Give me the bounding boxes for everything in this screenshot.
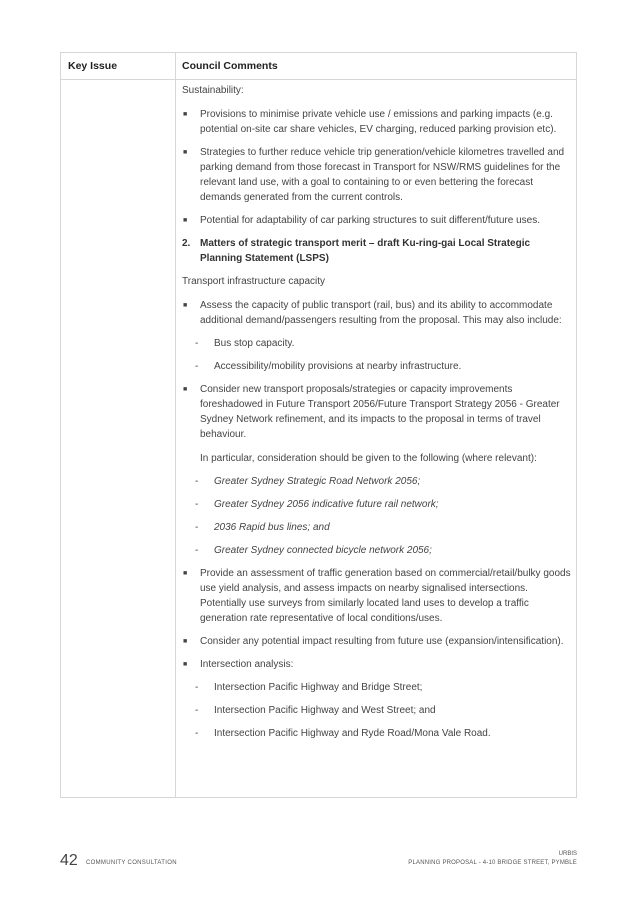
- column-divider: [175, 53, 176, 797]
- sub-list-item: - Greater Sydney Strategic Road Network 2056;: [195, 476, 421, 487]
- section-heading: [182, 236, 574, 266]
- bullet-marker: ■: [183, 570, 188, 577]
- bullet-marker: ■: [183, 638, 188, 645]
- sustainability-heading: Sustainability:: [182, 85, 244, 96]
- footer-section: COMMUNITY CONSULTATION: [86, 860, 177, 866]
- list-item: ■ Provisions to minimise private vehicle use / emissions and parking impacts (e.g. potential on-site car share vehicles, EV charging, reduced parking provision etc).: [183, 109, 557, 135]
- sub-list-item: - Accessibility/mobility provisions at nearby infrastructure.: [195, 361, 462, 372]
- subheading: Transport infrastructure capacity: [182, 276, 326, 287]
- sub-list-item: - Intersection Pacific Highway and Ryde Road/Mona Vale Road.: [195, 728, 491, 739]
- sub-list-item: - Bus stop capacity.: [195, 338, 295, 349]
- sub-list-item: - Intersection Pacific Highway and West Street; and: [195, 705, 436, 716]
- dash-marker: -: [195, 499, 199, 510]
- comments-table: [60, 52, 577, 798]
- list-item: ■ Consider new transport proposals/strategies or capacity improvements foreshadowed in Future Transport 2056/Future Transport Strategy 2056 - Greater Sydney Network refinement, and its impacts to the proposal in terms of travel behaviour. In particular, consideration should be given to the following (where relevant):: [183, 384, 560, 464]
- bullet-marker: ■: [183, 217, 188, 224]
- header-divider: [61, 79, 576, 80]
- page-number: 42: [60, 852, 78, 869]
- council-comments-cell: [182, 83, 574, 749]
- dash-marker: -: [195, 728, 199, 739]
- dash-marker: -: [195, 545, 199, 556]
- dash-marker: -: [195, 705, 199, 716]
- bullet-marker: ■: [183, 149, 188, 156]
- list-item: ■ Assess the capacity of public transport (rail, bus) and its ability to accommodate additional demand/passengers resulting from the proposal. This may also include:: [183, 300, 562, 326]
- list-item: ■ Consider any potential impact resulting from future use (expansion/intensification).: [183, 636, 564, 647]
- bullet-marker: ■: [183, 302, 188, 309]
- sub-list-item: - 2036 Rapid bus lines; and: [195, 522, 330, 533]
- sub-list-item: - Greater Sydney 2056 indicative future rail network;: [195, 499, 439, 510]
- header-council-comments: Council Comments: [182, 60, 278, 72]
- sub-list-item: - Greater Sydney connected bicycle network 2056;: [195, 545, 432, 556]
- dash-marker: -: [195, 338, 199, 349]
- section-number: 2.: [182, 238, 191, 249]
- bullet-marker: ■: [183, 386, 188, 393]
- list-item: ■ Intersection analysis:: [183, 659, 294, 670]
- dash-marker: -: [195, 682, 199, 693]
- list-item: ■ Potential for adaptability of car parking structures to suit different/future uses.: [183, 215, 540, 226]
- sub-list-item: - Intersection Pacific Highway and Bridge Street;: [195, 682, 423, 693]
- footer-brand: URBIS: [558, 851, 577, 857]
- header-key-issue: Key Issue: [68, 60, 118, 72]
- dash-marker: -: [195, 361, 199, 372]
- bullet-marker: ■: [183, 111, 188, 118]
- dash-marker: -: [195, 522, 199, 533]
- bullet-marker: ■: [183, 661, 188, 668]
- section-title: Matters of strategic transport merit – draft Ku-ring-gai Local Strategic Planning Statement (LSPS): [200, 238, 531, 264]
- footer-document-title: PLANNING PROPOSAL - 4-10 BRIDGE STREET, PYMBLE: [408, 860, 577, 866]
- dash-marker: -: [195, 476, 199, 487]
- list-item: ■ Strategies to further reduce vehicle trip generation/vehicle kilometres travelled and parking demand from those forecast in Transport for NSW/RMS guidelines for the relevant land use, with a goal to containing to or even bettering the forecast demands generated from the current controls.: [183, 147, 565, 203]
- list-item: ■ Provide an assessment of traffic generation based on commercial/retail/bulky goods use yield analysis, and assess impacts on nearby signalised intersections. Potentially use surveys from similarly located land uses to develop a traffic generation rate representative of local conditions/uses.: [183, 568, 571, 624]
